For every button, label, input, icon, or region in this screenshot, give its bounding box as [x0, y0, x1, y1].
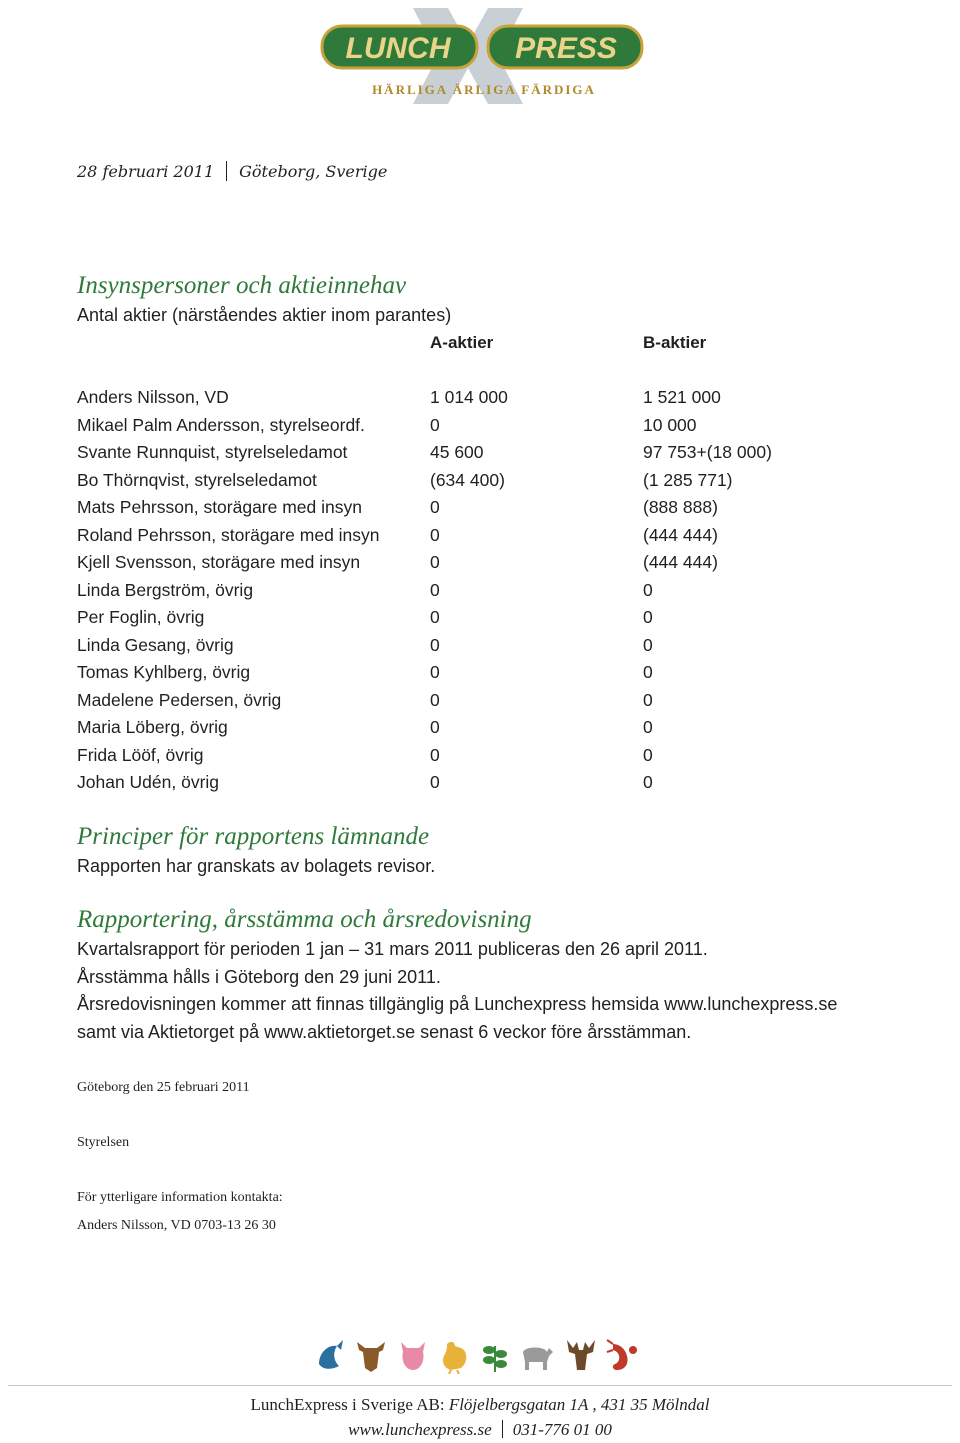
a-shares-value: 0	[430, 717, 440, 737]
table-row	[77, 662, 877, 689]
signoff-board: Styrelsen	[77, 1135, 130, 1150]
table-row	[77, 470, 877, 497]
b-shares-value: (1 285 771)	[643, 469, 733, 490]
a-shares-value: 0	[430, 662, 440, 682]
insider-name: Mikael Palm Andersson, styrelseordf.	[77, 414, 365, 435]
insider-name: Frida Lööf, övrig	[77, 744, 204, 765]
b-shares-value: 97 753+(18 000)	[643, 442, 772, 462]
a-shares-value: 0	[430, 497, 440, 517]
reporting-line: Årsredovisningen kommer att finnas tillgänglig på Lunchexpress hemsida www.lunchexpress.se	[77, 994, 838, 1014]
herb-icon	[483, 1346, 507, 1372]
table-row	[77, 717, 877, 744]
crayfish-icon	[607, 1340, 637, 1370]
contact-label: För ytterligare information kontakta:	[77, 1190, 283, 1205]
b-shares-value: 0	[643, 634, 653, 655]
a-shares-value: 0	[430, 772, 440, 792]
dateline-place: Göteborg, Sverige	[239, 162, 388, 181]
table-row	[77, 552, 877, 579]
insider-name: Bo Thörnqvist, styrelseledamot	[77, 469, 317, 490]
insider-name: Linda Gesang, övrig	[77, 634, 234, 655]
insider-name: Johan Udén, övrig	[77, 772, 220, 792]
b-shares-value: 0	[643, 579, 653, 600]
principles-heading: Principer för rapportens lämnande	[77, 823, 430, 850]
moose-icon	[567, 1340, 595, 1370]
b-shares-value: (888 888)	[643, 497, 718, 517]
footer-divider	[8, 1385, 952, 1386]
column-header-a: A-aktier	[430, 333, 494, 352]
b-shares-value: 0	[643, 689, 653, 710]
lunchexpress-logo-graphic	[318, 6, 648, 106]
insider-name: Svante Runnquist, styrelseledamot	[77, 442, 348, 462]
insider-name: Kjell Svensson, storägare med insyn	[77, 552, 361, 572]
lamb-icon	[523, 1348, 553, 1371]
insider-name: Anders Nilsson, VD	[77, 387, 229, 407]
reporting-line: Årsstämma hålls i Göteborg den 29 juni 2011.	[77, 967, 441, 987]
dateline-date: 28 februari 2011	[77, 162, 215, 181]
table-row	[77, 442, 877, 469]
footer-company: LunchExpress i Sverige AB:	[250, 1395, 445, 1414]
footer-website-link[interactable]: www.lunchexpress.se	[348, 1420, 492, 1439]
contact-person: Anders Nilsson, VD 0703-13 26 30	[77, 1218, 276, 1233]
footer-address	[0, 1395, 960, 1415]
a-shares-value: 0	[430, 579, 440, 600]
footer-street-address: Flöjelbergsgatan 1A , 431 35 Mölndal	[448, 1395, 710, 1414]
table-row	[77, 607, 877, 634]
principles-text: Rapporten har granskats av bolagets revisor.	[77, 856, 436, 876]
table-row	[77, 415, 877, 442]
dateline-separator	[226, 161, 227, 181]
a-shares-value: 0	[430, 634, 440, 655]
table-row	[77, 772, 877, 799]
b-shares-value: 0	[643, 744, 653, 765]
b-shares-value: 0	[643, 662, 653, 682]
insider-name: Tomas Kyhlberg, övrig	[77, 662, 251, 682]
a-shares-value: 0	[430, 689, 440, 710]
a-shares-value: 0	[430, 744, 440, 765]
insiders-heading: Insynspersoner och aktieinnehav	[77, 272, 407, 299]
footer-separator	[502, 1420, 503, 1438]
b-shares-value: 1 521 000	[643, 387, 721, 407]
b-shares-value: (444 444)	[643, 552, 718, 572]
pig-icon	[401, 1342, 425, 1370]
b-shares-value: (444 444)	[643, 524, 718, 545]
footer-phone: 031-776 01 00	[512, 1420, 612, 1439]
table-row	[77, 497, 877, 524]
insider-name: Linda Bergström, övrig	[77, 579, 254, 600]
a-shares-value: 45 600	[430, 442, 484, 462]
signoff-place-date: Göteborg den 25 februari 2011	[77, 1080, 250, 1095]
company-logo	[318, 6, 648, 106]
chicken-icon	[443, 1342, 466, 1374]
product-icons	[313, 1338, 643, 1374]
a-shares-value: (634 400)	[430, 469, 505, 490]
b-shares-value: 0	[643, 717, 653, 737]
a-shares-value: 0	[430, 552, 440, 572]
table-row	[77, 387, 877, 414]
a-shares-value: 0	[430, 414, 440, 435]
b-shares-value: 10 000	[643, 414, 697, 435]
reporting-heading: Rapportering, årsstämma och årsredovisning	[77, 906, 532, 933]
table-row	[77, 635, 877, 662]
b-shares-value: 0	[643, 607, 653, 627]
fish-icon	[319, 1340, 343, 1369]
table-row	[77, 580, 877, 607]
insider-name: Roland Pehrsson, storägare med insyn	[77, 524, 380, 545]
a-shares-value: 1 014 000	[430, 387, 508, 407]
table-row	[77, 745, 877, 772]
insider-name: Per Foglin, övrig	[77, 607, 205, 627]
a-shares-value: 0	[430, 607, 440, 627]
insider-name: Maria Löberg, övrig	[77, 717, 228, 737]
dateline	[77, 161, 387, 181]
bull-icon	[357, 1342, 385, 1372]
reporting-line: samt via Aktietorget på www.aktietorget.se senast 6 veckor före årsstämman.	[77, 1022, 692, 1042]
reporting-line: Kvartalsrapport för perioden 1 jan – 31 mars 2011 publiceras den 26 april 2011.	[77, 939, 708, 959]
footer-contact	[0, 1420, 960, 1440]
logo-right-text: PRESS	[515, 32, 617, 65]
b-shares-value: 0	[643, 772, 653, 792]
insider-name: Madelene Pedersen, övrig	[77, 689, 282, 710]
table-row	[77, 690, 877, 717]
logo-tagline: HÄRLIGA ÄRLIGA FÄRDIGA	[372, 82, 596, 97]
column-header-b: B-aktier	[643, 333, 707, 352]
insider-name: Mats Pehrsson, storägare med insyn	[77, 497, 362, 517]
logo-left-text: LUNCH	[345, 32, 451, 65]
table-row	[77, 525, 877, 552]
a-shares-value: 0	[430, 524, 440, 545]
insiders-subheading: Antal aktier (närståendes aktier inom parantes)	[77, 305, 452, 325]
